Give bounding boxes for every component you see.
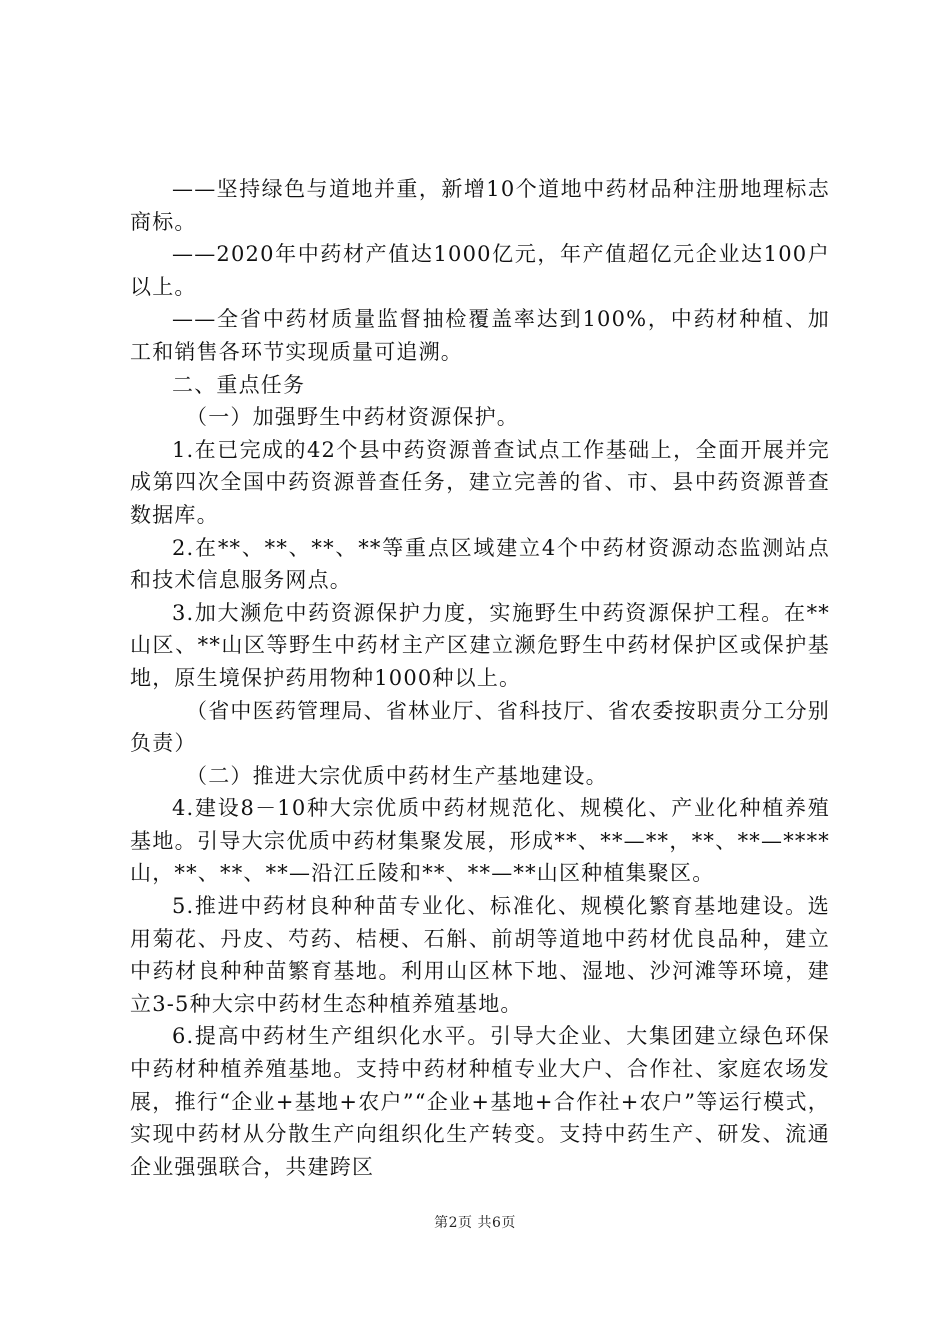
paragraph-item-6: 6.提高中药材生产组织化水平。引导大企业、大集团建立绿色环保中药材种植养殖基地。支持中药材种植专业大户、合作社、家庭农场发展，推行“企业+基地+农户”“企业+基地+合作社+农户”等运行模式，实现中药材从分散生产向组织化生产转变。支持中药生产、研发、流通企业强强联合，共建跨区 [130,1024,830,1179]
paragraph-geographic-trademark: ——坚持绿色与道地并重，新增10个道地中药材品种注册地理标志商标。 [130,177,830,234]
paragraph-item-1: 1.在已完成的42个县中药资源普查试点工作基础上，全面开展并完成第四次全国中药资源普查任务，建立完善的省、市、县中药资源普查数据库。 [130,437,830,527]
paragraph-item-5: 5.推进中药材良种种苗专业化、标准化、规模化繁育基地建设。选用菊花、丹皮、芍药、桔梗、石斛、前胡等道地中药材优良品种，建立中药材良种种苗繁育基地。利用山区林下地、湿地、沙河滩等环境，建立3-5种大宗中药材生态种植养殖基地。 [130,894,830,1016]
subsection-heading-production-bases: （二）推进大宗优质中药材生产基地建设。 [186,763,608,788]
paragraph-item-2: 2.在**、**、**、**等重点区域建立4个中药材资源动态监测站点和技术信息服务网点。 [130,535,830,593]
paragraph-quality-inspection: ——全省中药材质量监督抽检覆盖率达到100%，中药材种植、加工和销售各环节实现质量可追溯。 [130,307,830,364]
subsection-heading-wild-resources: （一）加强野生中药材资源保护。 [186,405,519,430]
section-heading-key-tasks: 二、重点任务 [172,372,306,397]
paragraph-output-value: ——2020年中药材产值达1000亿元，年产值超亿元企业达100户以上。 [130,242,830,299]
paragraph-item-3: 3.加大濒危中药资源保护力度，实施野生中药资源保护工程。在**山区、**山区等野生中药材主产区建立濒危野生中药材保护区或保护基地，原生境保护药用物种1000种以上。 [130,600,830,690]
page-number: 第2页 共6页 [434,1215,516,1231]
paragraph-responsible-departments: （省中医药管理局、省林业厅、省科技厅、省农委按职责分工分别负责） [130,698,830,756]
document-body [130,173,830,1183]
paragraph-item-4: 4.建设8－10种大宗优质中药材规范化、规模化、产业化种植养殖基地。引导大宗优质中药材集聚发展，形成**、**—**，**、**—****山，**、**、**—沿江丘陵和**、**—**山区种植集聚区。 [130,796,830,886]
page-footer [0,1212,950,1232]
